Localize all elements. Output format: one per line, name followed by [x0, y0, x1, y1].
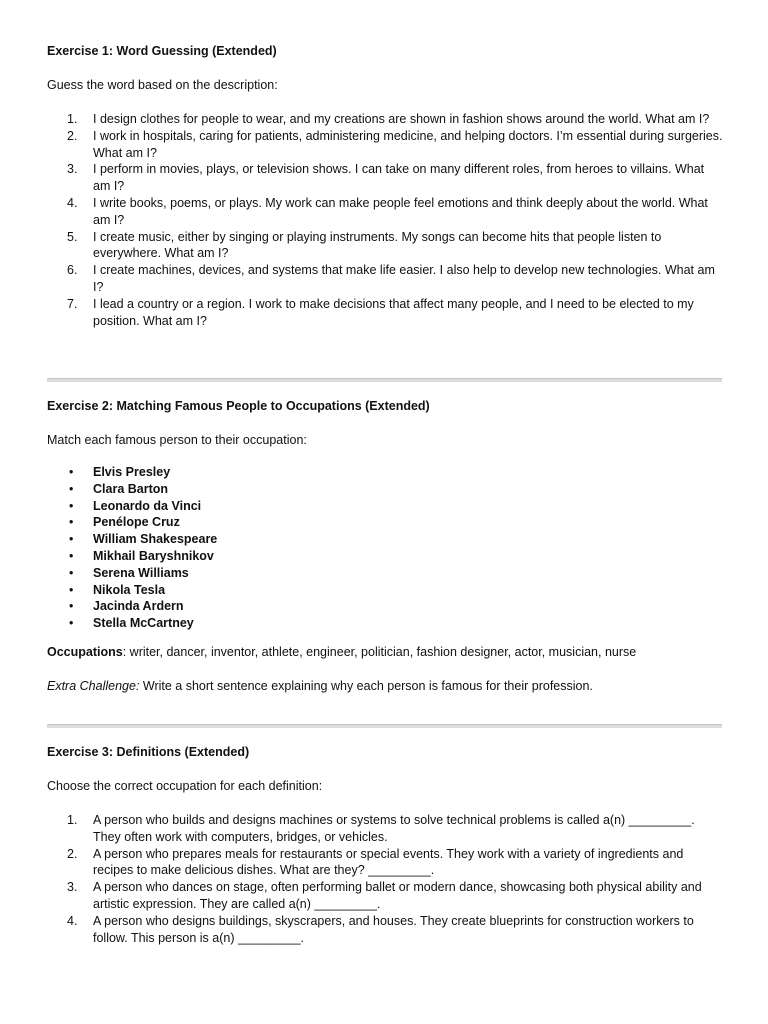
person-name: Elvis Presley: [93, 465, 171, 479]
item-number: 6.: [67, 263, 78, 278]
list-item: [47, 514, 723, 531]
exercise-3-title: Exercise 3: Definitions (Extended): [47, 745, 250, 759]
person-name: Serena Williams: [93, 565, 189, 580]
item-text: A person who builds and designs machines or systems to solve technical problems is called a(n) _________. They often work with computers, bridges, or vehicles.: [93, 813, 695, 844]
bullet: •: [69, 465, 74, 479]
item-number: 5.: [67, 229, 78, 244]
item-text: A person who dances on stage, often performing ballet or modern dance, showcasing both physical ability and artistic expression. They are called a(n) _________.: [93, 880, 702, 911]
bullet: •: [69, 515, 74, 530]
item-text: I lead a country or a region. I work to make decisions that affect many people, and I need to be elected to my position. What am I?: [93, 296, 694, 328]
bullet: •: [69, 616, 74, 631]
item-text: I write books, poems, or plays. My work can make people feel emotions and think deeply about the world. What am I?: [93, 195, 708, 227]
item-number: 3.: [67, 162, 78, 177]
bullet: •: [69, 582, 74, 597]
bullet: •: [69, 498, 74, 513]
list-item: [47, 598, 723, 615]
list-item: [47, 582, 723, 599]
item-number: 3.: [67, 880, 78, 895]
list-item: [47, 296, 723, 330]
exercise-3-instruction: Choose the correct occupation for each definition:: [47, 779, 323, 793]
exercise-2-instruction: Match each famous person to their occupation:: [47, 433, 307, 447]
item-text: I design clothes for people to wear, and my creations are shown in fashion shows around the world. What am I?: [93, 112, 710, 126]
occupations-label: Occupations: [47, 645, 123, 659]
list-item: [47, 498, 723, 515]
list-item: [47, 879, 723, 913]
item-number: 4.: [67, 195, 78, 210]
bullet: •: [69, 481, 74, 496]
occupations-text: : writer, dancer, inventor, athlete, engineer, politician, fashion designer, actor, musician, nurse: [122, 645, 637, 659]
item-number: 7.: [67, 296, 78, 311]
item-number: 2.: [67, 846, 78, 861]
list-item: [47, 195, 723, 229]
list-item: [47, 464, 723, 481]
exercise-2-title: Exercise 2: Matching Famous People to Occupations (Extended): [47, 399, 430, 413]
list-item: [47, 128, 723, 162]
list-item: [47, 161, 723, 195]
person-name: Mikhail Baryshnikov: [93, 548, 214, 563]
bullet: •: [69, 532, 74, 547]
bullet: •: [69, 565, 74, 580]
list-item: [47, 812, 723, 846]
list-item: [47, 846, 723, 880]
people-list: [47, 464, 723, 632]
item-number: 1.: [67, 813, 78, 827]
section-divider: [47, 378, 722, 382]
person-name: Penélope Cruz: [93, 515, 180, 530]
list-item: [47, 565, 723, 582]
occupations-line: [47, 644, 723, 661]
exercise-3-list: [47, 812, 723, 946]
person-name: Leonardo da Vinci: [93, 498, 202, 513]
list-item: [47, 615, 723, 632]
list-item: [47, 111, 723, 128]
item-text: I perform in movies, plays, or television shows. I can take on many different roles, from heroes to villains. What am I?: [93, 162, 705, 194]
list-item: [47, 913, 723, 947]
item-text: I work in hospitals, caring for patients, administering medicine, and helping doctors. I’m essential during surgeries. What am I?: [93, 128, 723, 160]
bullet: •: [69, 548, 74, 563]
item-text: A person who prepares meals for restaurants or special events. They work with a variety of ingredients and recipes to make delicious dishes. What are they? _________.: [93, 846, 684, 878]
person-name: Jacinda Ardern: [93, 599, 184, 614]
list-item: [47, 262, 723, 296]
exercise-1-list: [47, 111, 723, 329]
list-item: [47, 229, 723, 263]
person-name: Clara Barton: [93, 481, 169, 496]
list-item: [47, 548, 723, 565]
item-number: 4.: [67, 913, 78, 928]
item-text: I create machines, devices, and systems that make life easier. I also help to develop new technologies. What am I?: [93, 263, 715, 294]
extra-challenge-label: Extra Challenge:: [47, 679, 140, 693]
person-name: Nikola Tesla: [93, 582, 166, 597]
item-number: 1.: [67, 112, 78, 126]
exercise-1-instruction: Guess the word based on the description:: [47, 78, 278, 92]
person-name: William Shakespeare: [93, 532, 218, 547]
list-item: [47, 481, 723, 498]
exercise-1-title: Exercise 1: Word Guessing (Extended): [47, 44, 277, 58]
section-divider: [47, 724, 722, 728]
person-name: Stella McCartney: [93, 616, 194, 631]
list-item: [47, 531, 723, 548]
item-number: 2.: [67, 128, 78, 143]
item-text: A person who designs buildings, skyscrapers, and houses. They create blueprints for construction workers to follow. This person is a(n) _________.: [93, 913, 694, 945]
item-text: I create music, either by singing or playing instruments. My songs can become hits that people listen to everywhere. What am I?: [93, 229, 662, 261]
bullet: •: [69, 599, 74, 614]
extra-challenge-line: [47, 678, 723, 695]
extra-challenge-text: Write a short sentence explaining why each person is famous for their profession.: [139, 679, 593, 693]
